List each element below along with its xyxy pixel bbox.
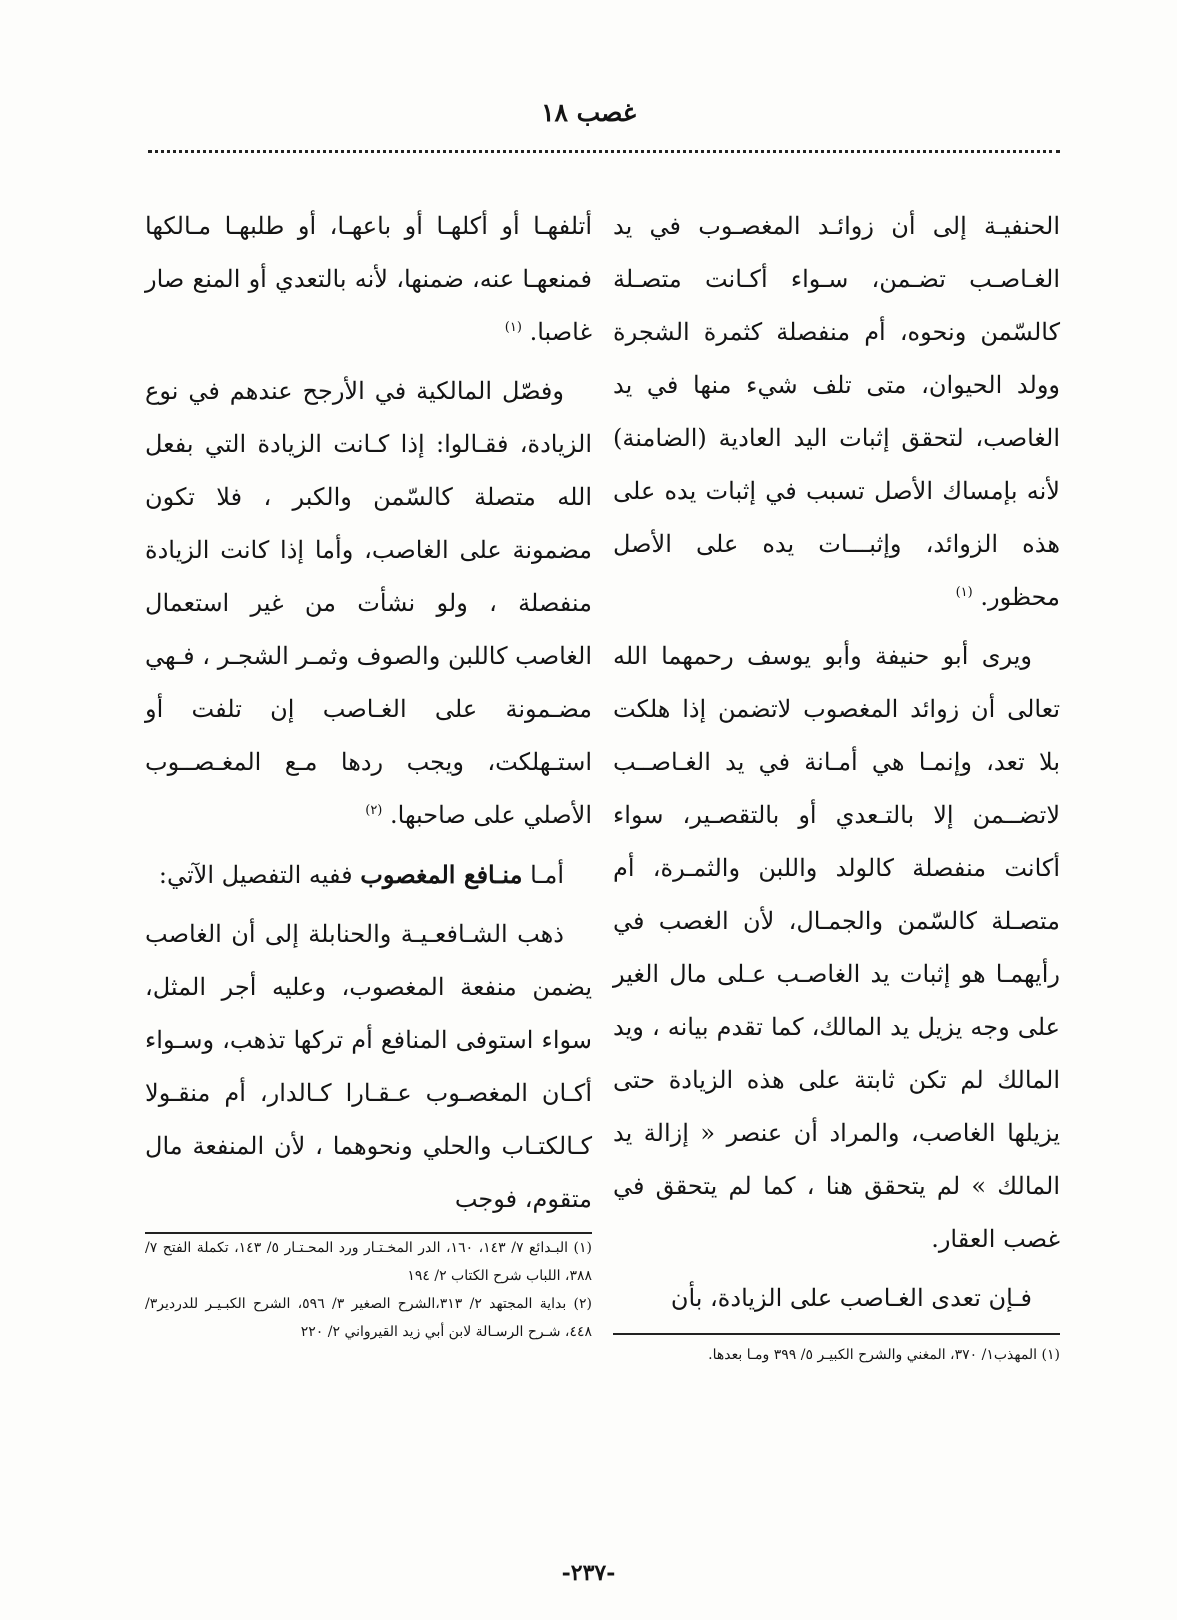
footnote-ref: (٢) bbox=[365, 803, 383, 818]
paragraph-text: وفصّل المالكية في الأرجح عندهم في نوع الزيادة، فقـالوا: إذا كـانت الزيادة التي بفعل الله متصلة كالسّمن والكبر ، فلا تكون مضمونة على الغاصب، وأما إذا كانت الزيادة منفصلة ، ولو نشأت من غير استعمال الغاصب كاللبن والصوف وثمـر الشجـر ، فـهي مضـمونة على الغـاصب إن تلفت أو استـهلكت، ويجب ردها مـع المغـصــوب الأصلي على صاحبها. bbox=[145, 377, 592, 829]
paragraph-text: أتلفهـا أو أكلهـا أو باعهـا، أو طلبهـا مـالكها فمنعهـا عنه، ضمنها، لأنه بالتعدي أو المنع صار غاصبا. bbox=[145, 212, 592, 346]
paragraph bbox=[145, 200, 592, 359]
header-dotted-divider bbox=[148, 150, 1060, 153]
paragraph: فـإن تعدى الغـاصب على الزيادة، بأن bbox=[670, 1284, 1032, 1312]
footnote: (٢) بداية المجتهد ٢/ ٣١٣،الشرح الصغير ٣/ ٥٩٦، الشرح الكبـيـر للدردير٣/ ٤٤٨، شـرح الرسـالة لابن أبي زيد القيرواني ٢/ ٢٢٠ bbox=[145, 1296, 592, 1340]
footnote-ref: (١) bbox=[955, 585, 973, 600]
footnote: (١) البـدائع ٧/ ١٤٣، ١٦٠، الدر المخـتـار ورد المحـتـار ٥/ ١٤٣، تكملة الفتح ٧/ ٣٨٨، اللباب شرح الكتاب ٢/ ١٩٤ bbox=[145, 1240, 593, 1284]
paragraph bbox=[145, 365, 592, 842]
paragraph: ويرى أبو حنيفة وأبو يوسف رحمهما الله تعالى أن زوائد المغصوب لاتضمن إذا هلكت بلا تعد، وإنمـا هي أمـانة في يد الغـاصــب لاتضــمن إلا بالتـعدي أو بالتقصـير، سواء أكانت منفصلة كالولد واللبن والثمـرة، أم متصـلة كالسّمن والجمـال، لأن الغصب في رأيهمـا هو إثبات يد الغاصـب عـلى مال الغير على وجه يزيل يد المالك، كما تقدم بيانه ، ويد المالك لم تكن ثابتة على هذه الزيادة حتى يزيلها الغاصب، والمراد أن عنصر « إزالة يد المالك » لم يتحقق هنا ، كما لم يتحقق في غصب العقار. bbox=[613, 642, 1061, 1253]
footnote-ref: (١) bbox=[504, 320, 522, 335]
paragraph-text: الحنفيـة إلى أن زوائـد المغصـوب في يد الغـاصـب تضـمن، سـواء أكـانت متصـلة كالسّمن ونحوه، أم منفصلة كثمرة الشجرة وولد الحيوان، متى تلف شيء منها في يد الغاصب، لتحقق إثبات اليد العادية (الضامنة) لأنه بإمساك الأصل تسبب في إثبات يده على هذه الزوائد، وإثبـــات يده على الأصل محظور. bbox=[613, 212, 1060, 611]
paragraph: ذهب الشـافعـيـة والحنابلة إلى أن الغاصب يضمن منفعة المغصوب، وعليه أجر المثل، سواء استوفى المنافع أم تركها تذهب، وسـواء أكـان المغصـوب عـقـارا كـالدار، أم منقـولا كـالكتـاب والحلي ونحوهما ، لأن المنفعة مال متقوم، فوجب bbox=[145, 920, 592, 1213]
paragraph-with-bold bbox=[145, 848, 592, 902]
right-column bbox=[613, 200, 1060, 1369]
page-number: -٢٣٧- bbox=[561, 1560, 616, 1586]
bold-phrase-source: أمـا منـافع المغصوب ففيه التفصيل الآتي: bbox=[158, 860, 564, 889]
page-header: غصب ١٨ bbox=[541, 98, 636, 127]
footnote: (١) المهذب١/ ٣٧٠، المغني والشرح الكبيـر ٥/ ٣٩٩ ومـا بعدها. bbox=[708, 1347, 1060, 1363]
bold-term: منـافع المغصوب bbox=[360, 860, 523, 889]
paragraph bbox=[613, 200, 1060, 624]
left-column bbox=[145, 200, 592, 1346]
